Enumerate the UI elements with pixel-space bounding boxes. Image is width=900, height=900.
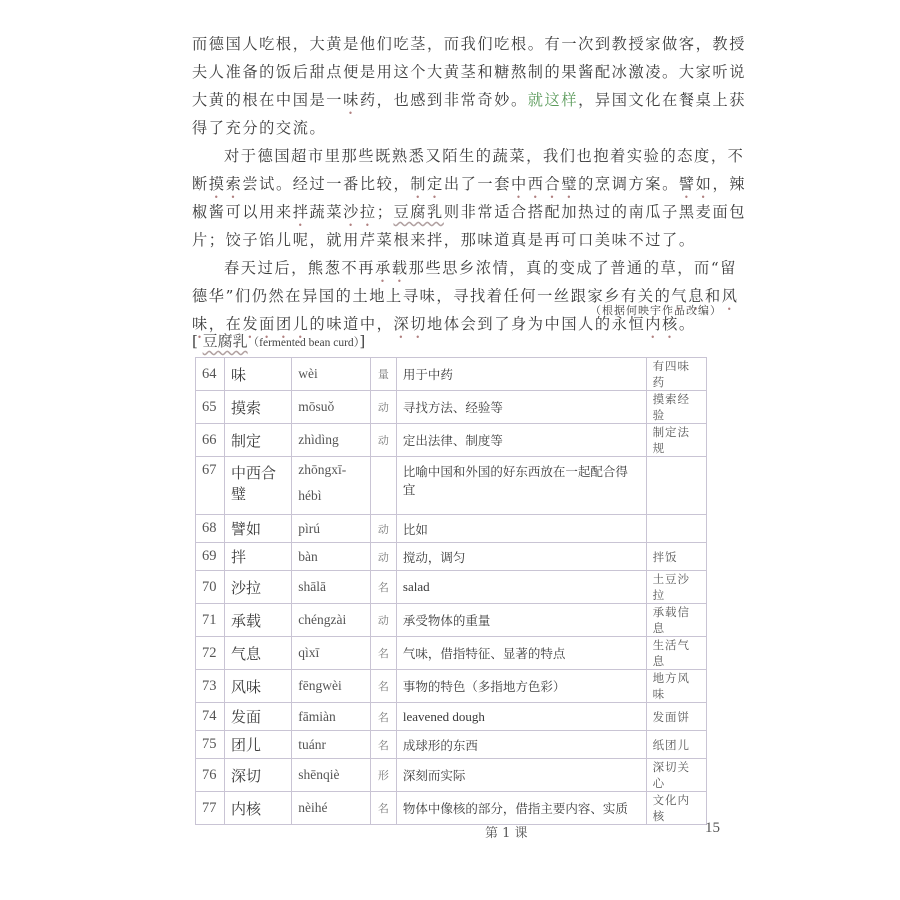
vocab-number: 67 <box>196 457 225 515</box>
vocab-marked-word: 拌 <box>292 203 310 221</box>
vocab-part-of-speech: 名 <box>370 703 396 731</box>
text-line: 对于德国超市里那些既熟悉又陌生的蔬菜，我们也抱着实验的态度，不 <box>224 147 745 165</box>
vocab-example: 摸索经验 <box>646 391 706 424</box>
highlighted-phrase: 就这样 <box>527 91 579 109</box>
vocab-definition: 事物的特色（多指地方色彩） <box>396 670 646 703</box>
table-row <box>196 703 707 731</box>
vocab-definition: 搅动，调匀 <box>396 543 646 571</box>
table-row <box>196 424 707 457</box>
table-row <box>196 391 707 424</box>
vocab-marked-word: 譬如 <box>678 175 713 193</box>
vocab-word: 发面 <box>224 703 291 731</box>
vocab-part-of-speech: 形 <box>370 759 396 792</box>
text-line: 夫人准备的饭后甜点便是用这个大黄茎和糖熬制的果酱配冰激凌。大家听说 <box>192 63 746 81</box>
vocab-example: 深切关心 <box>646 759 706 792</box>
vocab-word: 气息 <box>224 637 291 670</box>
vocab-part-of-speech: 名 <box>370 792 396 825</box>
vocab-pinyin: wèi <box>292 358 371 391</box>
vocab-number: 76 <box>196 759 225 792</box>
vocab-word: 味 <box>224 358 291 391</box>
vocab-number: 66 <box>196 424 225 457</box>
text-line: 得了充分的交流。 <box>192 119 327 137</box>
paragraph-2 <box>192 142 747 254</box>
vocab-number: 69 <box>196 543 225 571</box>
vocab-note-english: （fermented bean curd） <box>247 337 360 349</box>
text-line: 大黄的根在中国是一味药，也感到非常奇妙。就这样，异国文化在餐桌上获 <box>192 91 747 109</box>
table-row <box>196 670 707 703</box>
table-row <box>196 515 707 543</box>
vocab-pinyin: zhìdìng <box>292 424 371 457</box>
vocab-definition: 用于中药 <box>396 358 646 391</box>
vocab-word: 团儿 <box>224 731 291 759</box>
vocab-marked-word: 内核 <box>645 315 679 333</box>
vocab-example <box>646 515 706 543</box>
vocab-part-of-speech: 量 <box>370 358 396 391</box>
vocab-definition: 物体中像核的部分，借指主要内容、实质 <box>396 792 646 825</box>
vocab-word: 沙拉 <box>224 571 291 604</box>
vocab-word: 拌 <box>224 543 291 571</box>
paragraph-1 <box>192 30 747 142</box>
text-line: 春天过后，熊葱不再承载那些思乡浓情，真的变成了普通的草，而“留 <box>224 259 737 277</box>
text-line: 德华”们仍然在异国的土地上寻味，寻找着任何一丝跟家乡有关的气息和风 <box>192 287 739 305</box>
vocab-pinyin: chéngzài <box>292 604 371 637</box>
vocab-word: 深切 <box>224 759 291 792</box>
vocab-pinyin: qìxī <box>292 637 371 670</box>
vocab-pinyin: shēnqiè <box>292 759 371 792</box>
vocab-marked-word: 沙拉 <box>343 203 377 221</box>
vocab-example: 制定法规 <box>646 424 706 457</box>
vocab-marked-word: 制定 <box>410 175 444 193</box>
vocab-part-of-speech <box>370 457 396 515</box>
annotated-term: 豆腐乳 <box>393 203 444 221</box>
vocab-marked-word: 承载 <box>375 259 409 277</box>
paragraph-3 <box>192 254 739 338</box>
vocab-pinyin: bàn <box>292 543 371 571</box>
vocab-word: 中西合璧 <box>224 457 291 515</box>
vocab-example: 生活气息 <box>646 637 706 670</box>
vocab-number: 75 <box>196 731 225 759</box>
vocab-example: 文化内核 <box>646 792 706 825</box>
vocab-number: 64 <box>196 358 225 391</box>
page-number: 15 <box>705 820 720 836</box>
vocab-example: 地方风味 <box>646 670 706 703</box>
vocab-definition: salad <box>396 571 646 604</box>
vocab-number: 72 <box>196 637 225 670</box>
vocab-pinyin: tuánr <box>292 731 371 759</box>
vocab-marked-word: 味 <box>192 315 209 333</box>
vocab-pinyin: fēngwèi <box>292 670 371 703</box>
vocab-word: 风味 <box>224 670 291 703</box>
vocab-pinyin: shālā <box>292 571 371 604</box>
vocab-number: 71 <box>196 604 225 637</box>
vocab-part-of-speech: 动 <box>370 604 396 637</box>
vocab-example: 拌饭 <box>646 543 706 571</box>
vocab-definition: 定出法律、制度等 <box>396 424 646 457</box>
table-row <box>196 457 707 515</box>
vocab-example: 发面饼 <box>646 703 706 731</box>
vocab-number: 65 <box>196 391 225 424</box>
vocabulary-table <box>195 357 707 825</box>
source-credit: （根据何映宇作品改编） <box>590 304 722 317</box>
text-line: 片；饺子馅儿呢，就用芹菜根来拌，那味道真是再可口美味不过了。 <box>192 231 696 249</box>
vocab-definition: 深刻而实际 <box>396 759 646 792</box>
vocab-definition: 比喻中国和外国的好东西放在一起配合得宜 <box>396 457 646 515</box>
text-line: 断摸索尝试。经过一番比较，制定出了一套中西合璧的烹调方案。譬如，辣 <box>192 175 747 193</box>
vocab-number: 68 <box>196 515 225 543</box>
vocab-part-of-speech: 动 <box>370 424 396 457</box>
vocab-part-of-speech: 名 <box>370 637 396 670</box>
vocab-note-term: 豆腐乳 <box>202 332 248 350</box>
vocab-marked-word: 摸索 <box>208 175 243 193</box>
vocab-example <box>646 457 706 515</box>
table-row <box>196 358 707 391</box>
text-line: 味，在发面团儿的味道中，深切地体会到了身为中国人的永恒内核。 <box>192 315 696 333</box>
vocab-part-of-speech: 名 <box>370 571 396 604</box>
vocab-example: 有四味药 <box>646 358 706 391</box>
text-line: 而德国人吃根，大黄是他们吃茎，而我们吃根。有一次到教授家做客，教授 <box>192 35 746 53</box>
vocab-example: 纸团儿 <box>646 731 706 759</box>
vocab-note: [ 豆腐乳（fermented bean curd）] <box>192 332 366 350</box>
table-row <box>196 604 707 637</box>
vocab-marked-word: 发面团儿 <box>242 315 310 333</box>
vocab-number: 73 <box>196 670 225 703</box>
vocab-marked-word: 气息 <box>671 287 705 305</box>
vocab-number: 77 <box>196 792 225 825</box>
vocab-definition: 气味，借指特征、显著的特点 <box>396 637 646 670</box>
vocab-part-of-speech: 动 <box>370 543 396 571</box>
table-row <box>196 571 707 604</box>
vocab-number: 74 <box>196 703 225 731</box>
vocab-example: 土豆沙拉 <box>646 571 706 604</box>
table-row <box>196 792 707 825</box>
vocab-part-of-speech: 名 <box>370 670 396 703</box>
vocab-definition: 比如 <box>396 515 646 543</box>
text-line: 椒酱可以用来拌蔬菜沙拉；豆腐乳则非常适合搭配加热过的南瓜子黑麦面包 <box>192 203 747 221</box>
vocab-pinyin: fāmiàn <box>292 703 371 731</box>
table-row <box>196 637 707 670</box>
vocab-part-of-speech: 动 <box>370 515 396 543</box>
vocab-word: 内核 <box>224 792 291 825</box>
vocab-word: 譬如 <box>224 515 291 543</box>
vocab-part-of-speech: 名 <box>370 731 396 759</box>
vocab-pinyin: zhōngxī- hébì <box>292 457 371 515</box>
vocab-pinyin: pìrú <box>292 515 371 543</box>
vocab-pinyin: nèihé <box>292 792 371 825</box>
vocab-pinyin: mōsuǒ <box>292 391 371 424</box>
lesson-label: 第 1 课 <box>485 826 528 841</box>
vocab-marked-word: 风 <box>721 287 739 305</box>
vocab-definition: 承受物体的重量 <box>396 604 646 637</box>
vocab-marked-word: 味 <box>343 91 360 109</box>
vocab-word: 摸索 <box>224 391 291 424</box>
table-row <box>196 759 707 792</box>
table-row <box>196 731 707 759</box>
vocab-word: 制定 <box>224 424 291 457</box>
vocab-number: 70 <box>196 571 225 604</box>
vocab-word: 承载 <box>224 604 291 637</box>
vocab-part-of-speech: 动 <box>370 391 396 424</box>
vocab-marked-word: 中西合璧 <box>510 175 579 193</box>
vocab-definition: 寻找方法、经验等 <box>396 391 646 424</box>
table-row <box>196 543 707 571</box>
vocab-example: 承载信息 <box>646 604 706 637</box>
vocab-marked-word: 深切 <box>393 315 428 333</box>
vocab-definition: 成球形的东西 <box>396 731 646 759</box>
vocab-definition: leavened dough <box>396 703 646 731</box>
